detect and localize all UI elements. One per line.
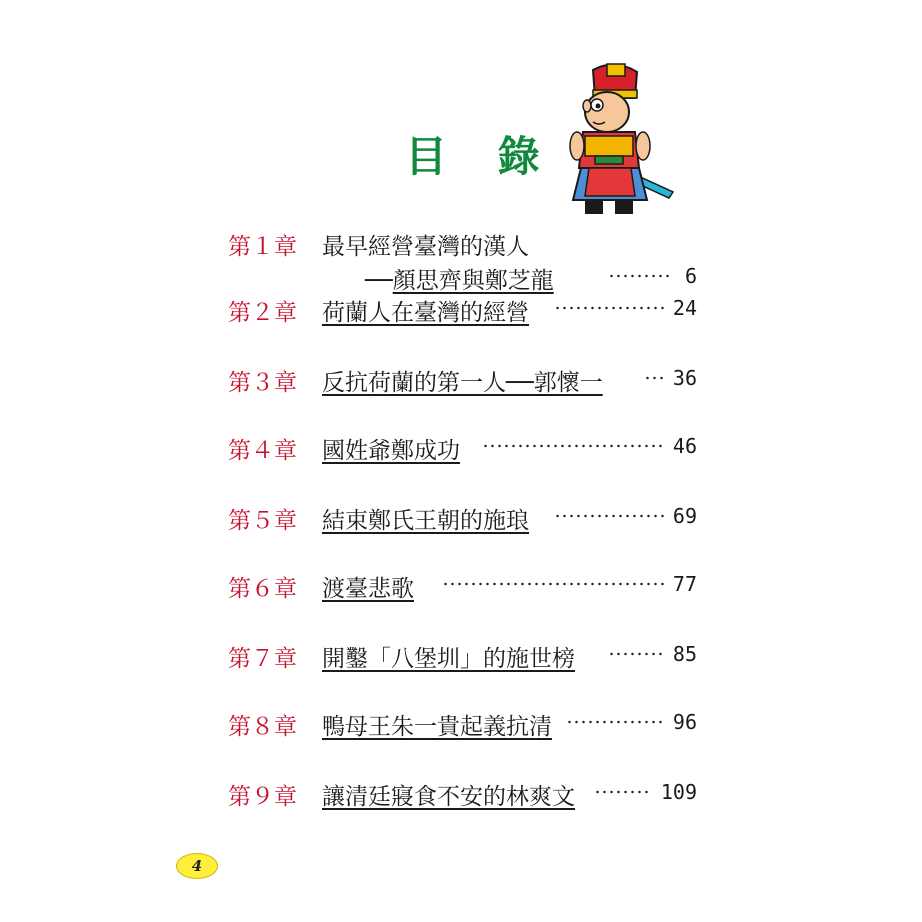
leader-dots xyxy=(442,582,664,586)
chapter-label: 第８章 xyxy=(228,714,297,740)
chapter-title: 讓清廷寢食不安的林爽文 xyxy=(322,784,575,810)
leader-dots xyxy=(554,514,664,518)
page-number-badge: 4 xyxy=(176,853,218,879)
toc-entry-3[interactable] xyxy=(0,364,922,404)
leader-dots xyxy=(482,444,664,448)
chapter-label: 第３章 xyxy=(228,370,297,396)
page-number: 96 xyxy=(672,710,697,734)
chapter-label: 第５章 xyxy=(228,508,297,534)
toc-entry-7[interactable] xyxy=(0,640,922,680)
chapter-label: 第６章 xyxy=(228,576,297,602)
toc-entry-4[interactable] xyxy=(0,432,922,472)
page-number: 24 xyxy=(672,296,697,320)
toc-entry-6[interactable] xyxy=(0,570,922,610)
leader-dots xyxy=(608,274,670,278)
chapter-label: 第１章 xyxy=(228,234,297,260)
page-number: 36 xyxy=(672,366,697,390)
page-number: 85 xyxy=(672,642,697,666)
leader-dots xyxy=(608,652,664,656)
chapter-label: 第４章 xyxy=(228,438,297,464)
page-number: 77 xyxy=(672,572,697,596)
toc-entry-1[interactable] xyxy=(0,228,922,294)
chapter-title: 開鑿「八堡圳」的施世榜 xyxy=(322,646,575,672)
page-title: 目 錄 xyxy=(405,132,558,181)
leader-dots xyxy=(594,790,652,794)
chapter-title: 結束鄭氏王朝的施琅 xyxy=(322,508,529,534)
chapter-title: 渡臺悲歌 xyxy=(322,576,414,602)
leader-dots xyxy=(566,720,664,724)
chapter-title: 最早經營臺灣的漢人 xyxy=(322,234,529,260)
page-number: 46 xyxy=(672,434,697,458)
chapter-title: 國姓爺鄭成功 xyxy=(322,438,460,464)
leader-dots xyxy=(644,376,664,380)
page-number: 69 xyxy=(672,504,697,528)
chapter-title: 荷蘭人在臺灣的經營 xyxy=(322,300,529,326)
chapter-label: 第７章 xyxy=(228,646,297,672)
chapter-title: 反抗荷蘭的第一人──郭懷一 xyxy=(322,370,603,396)
page-number: 109 xyxy=(660,780,697,804)
chapter-label: 第９章 xyxy=(228,784,297,810)
toc-entry-9[interactable] xyxy=(0,778,922,818)
leader-dots xyxy=(554,306,664,310)
toc-entry-5[interactable] xyxy=(0,502,922,542)
toc-entry-2[interactable] xyxy=(0,294,922,334)
page-number: 6 xyxy=(684,264,697,288)
chapter-title: 鴨母王朱一貴起義抗清 xyxy=(322,714,552,740)
toc-entry-8[interactable] xyxy=(0,708,922,748)
chapter-label: 第２章 xyxy=(228,300,297,326)
chapter-subtitle: ──顏思齊與鄭芝龍 xyxy=(365,268,554,294)
